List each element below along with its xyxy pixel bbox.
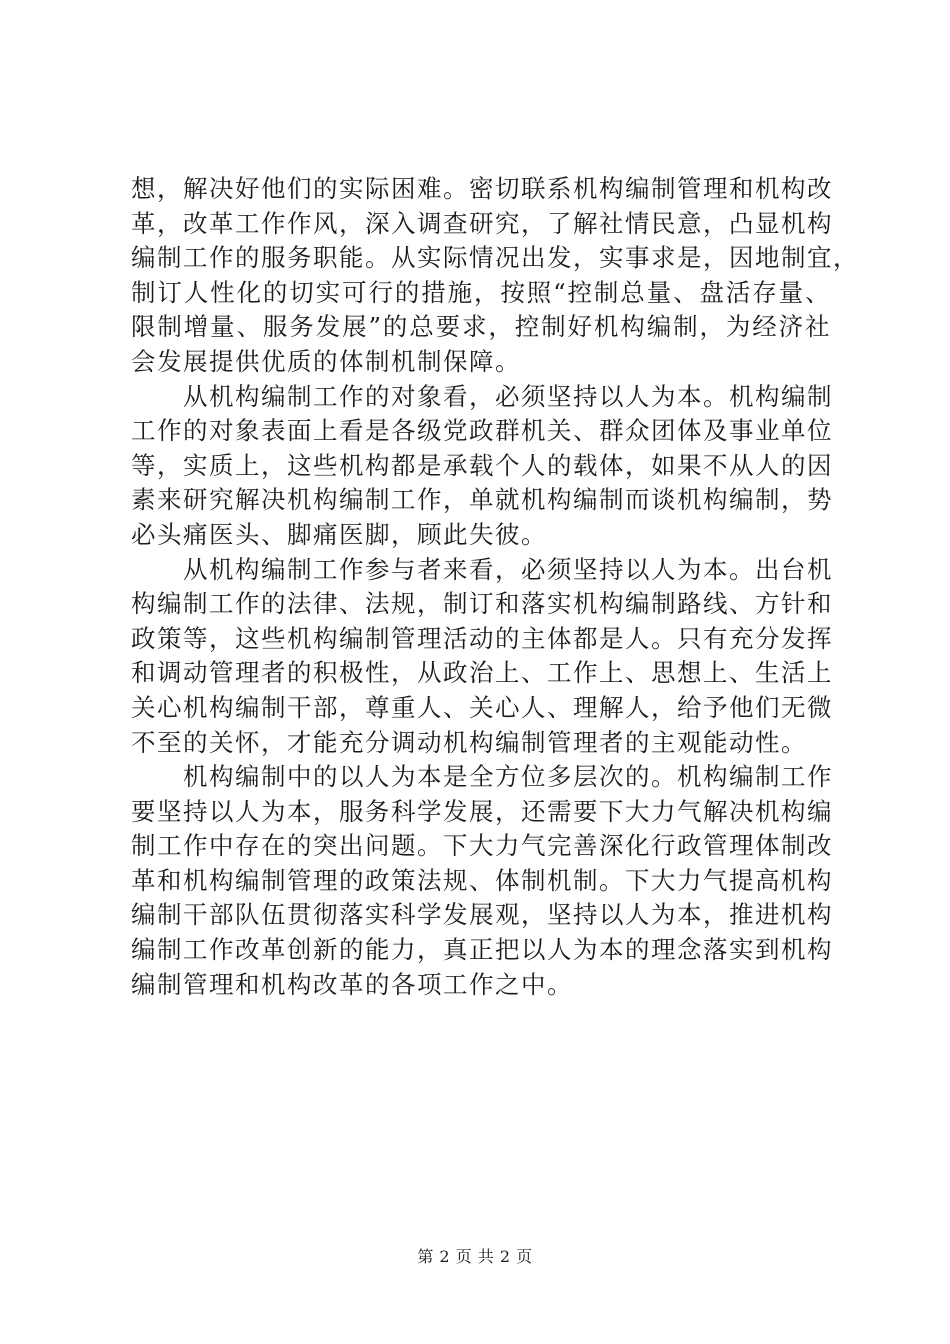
text-line: 素来研究解决机构编制工作，单就机构编制而谈机构编制，势 [131, 485, 833, 515]
text-line: 要坚持以人为本，服务科学发展，还需要下大力气解决机构编 [131, 796, 833, 826]
text-line: 编制工作的服务职能。从实际情况出发，实事求是，因地制宜， [131, 243, 859, 273]
text-line: 革和机构编制管理的政策法规、体制机制。下大力气提高机构 [131, 865, 833, 895]
text-line: 不至的关怀，才能充分调动机构编制管理者的主观能动性。 [131, 727, 807, 757]
paragraph [131, 760, 831, 1002]
text-line: 编制工作改革创新的能力，真正把以人为本的理念落实到机构 [131, 935, 833, 965]
text-line: 编制干部队伍贯彻落实科学发展观，坚持以人为本，推进机构 [131, 900, 833, 930]
text-line: 等，实质上，这些机构都是承载个人的载体，如果不从人的因 [131, 450, 833, 480]
text-line: 编制管理和机构改革的各项工作之中。 [131, 969, 573, 999]
text-line: 工作的对象表面上看是各级党政群机关、群众团体及事业单位 [131, 416, 833, 446]
text-line: 关心机构编制干部，尊重人、关心人、理解人，给予他们无微 [131, 692, 833, 722]
text-line: 想，解决好他们的实际困难。密切联系机构编制管理和机构改 [131, 174, 833, 203]
paragraph [131, 380, 831, 553]
text-line: 构编制工作的法律、法规，制订和落实机构编制路线、方针和 [131, 589, 833, 619]
document-body [131, 172, 859, 1002]
text-line: 必头痛医头、脚痛医脚，顾此失彼。 [131, 519, 547, 549]
text-line: 制工作中存在的突出问题。下大力气完善深化行政管理体制改 [131, 831, 833, 861]
text-line: 从机构编制工作参与者来看，必须坚持以人为本。出台机 [183, 554, 833, 584]
text-line: 革，改革工作作风，深入调查研究，了解社情民意，凸显机构 [131, 208, 833, 238]
paragraph [131, 553, 831, 761]
text-line: 会发展提供优质的体制机制保障。 [131, 346, 521, 376]
page-footer: 第 2 页 共 2 页 [417, 1247, 533, 1266]
text-line: 政策等，这些机构编制管理活动的主体都是人。只有充分发挥 [131, 623, 833, 653]
text-line: 机构编制中的以人为本是全方位多层次的。机构编制工作 [183, 762, 833, 792]
text-line: 从机构编制工作的对象看，必须坚持以人为本。机构编制 [183, 381, 833, 411]
text-line: 限制增量、服务发展”的总要求，控制好机构编制，为经济社 [131, 312, 831, 342]
text-line: 和调动管理者的积极性，从政治上、工作上、思想上、生活上 [131, 658, 833, 688]
paragraph [131, 172, 859, 380]
text-line: 制订人性化的切实可行的措施，按照“控制总量、盘活存量、 [131, 277, 831, 307]
